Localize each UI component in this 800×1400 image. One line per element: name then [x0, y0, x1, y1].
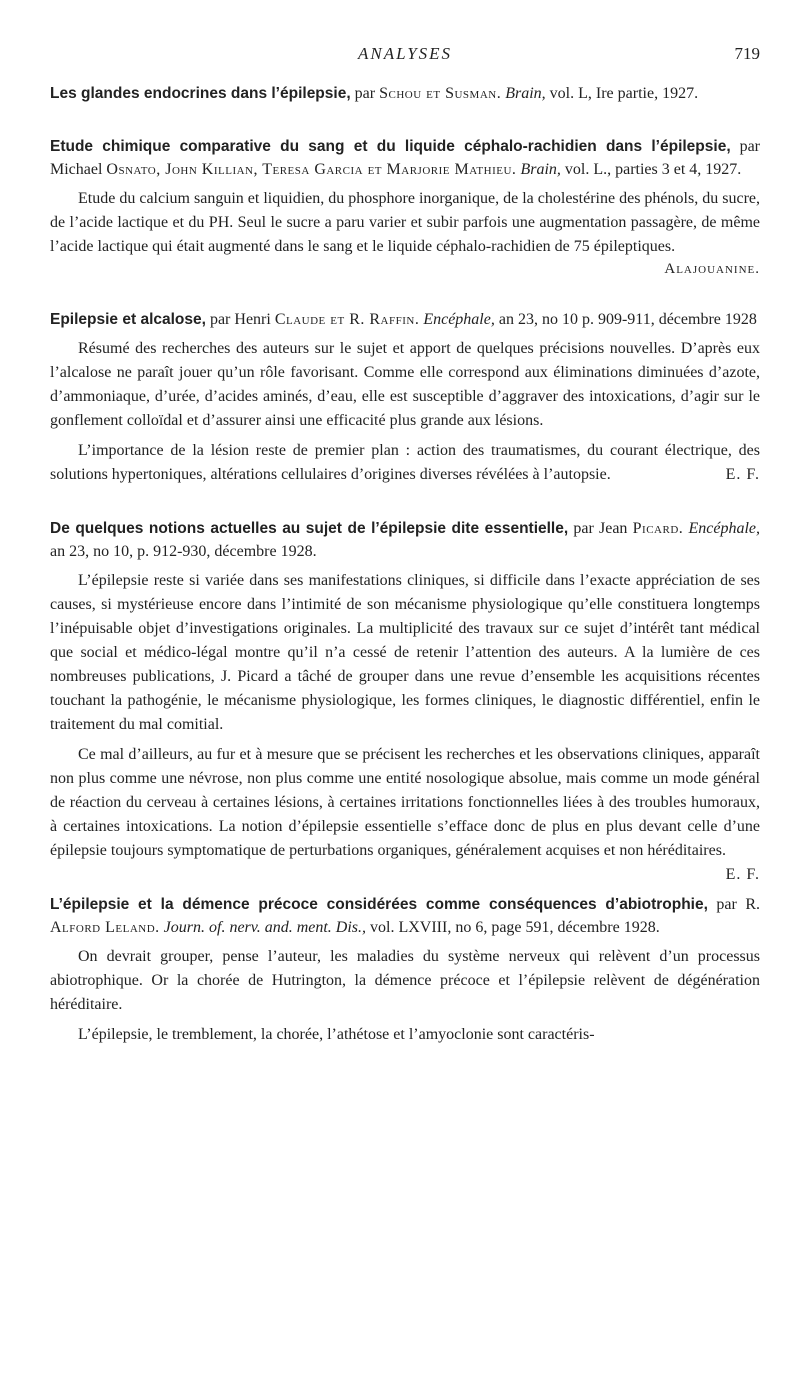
entry-journal: Brain,	[520, 161, 561, 178]
entry-authors: Claude et R. Raffin.	[274, 311, 420, 328]
review-entry	[50, 517, 760, 883]
entry-paragraph	[50, 743, 760, 883]
entry-title: L’épilepsie et la démence précoce considérées comme conséquences d’abiotrophie,	[50, 896, 708, 913]
entry-journal: Journ. of. nerv. and. ment. Dis.,	[163, 919, 367, 936]
entry-title: Les glandes endocrines dans l’épilepsie,	[50, 85, 351, 102]
entry-journal: Encéphale,	[423, 311, 495, 328]
entry-signature: Alajouanine.	[664, 261, 760, 277]
entry-signature: E. F.	[725, 466, 760, 483]
entry-paragraph-text: L’importance de la lésion reste de premier plan : action des traumatismes, du courant électrique, des solutions hypertoniques, altérations cellulaires d’origines diverses révélées à l’autopsie.	[50, 442, 760, 483]
entry-paragraph: L’épilepsie, le tremblement, la chorée, l’athétose et l’amyoclonie sont caractéris-	[78, 1026, 595, 1043]
entry-authors: Alford Leland.	[50, 919, 160, 936]
entry-paragraph: Etude du calcium sanguin et liquidien, du phosphore inorganique, de la cholestérine des phénols, du sucre, de l’acide lactique et du PH. Seul le sucre a paru varier et subir parfois une augmentation passagère, de même l’acide lactique qui était augmenté dans le sang et le liquide céphalo-rachidien de 75 épileptiques.	[50, 190, 760, 255]
review-entry	[50, 82, 760, 105]
entry-reference: an 23, no 10, p. 912-930, décembre 1928.	[50, 543, 317, 560]
entry-heading	[50, 82, 760, 105]
review-entry	[50, 893, 760, 1047]
entry-paragraph: On devrait grouper, pense l’auteur, les maladies du système nerveux qui relèvent d’un processus abiotrophique. Or la chorée de Hutrington, la démence précoce et l’épilepsie relèvent de dégénération héréditaire.	[50, 948, 760, 1013]
entry-authors: Osnato, John Killian, Teresa Garcia et Marjorie Mathieu.	[106, 161, 517, 178]
entry-cite-prefix: par	[354, 85, 376, 102]
review-entry	[50, 135, 760, 278]
entry-heading	[50, 517, 760, 563]
entry-title: De quelques notions actuelles au sujet de l’épilepsie dite essentielle,	[50, 520, 569, 537]
entry-cite-prefix: par Michael	[50, 138, 760, 178]
entry-paragraph-text: Ce mal d’ailleurs, au fur et à mesure que se précisent les recherches et les observations cliniques, apparaît non plus comme une névrose, non plus comme une entité nosologique absolue, mais comme un mode général de réaction du cerveau à certaines lésions, à certaines irritations fonctionnelles liées à des troubles humoraux, à certaines intoxications. La notion d’épilepsie essentielle s’efface donc de plus en plus devant celle d’une épilepsie toujours symptomatique de perturbations organiques, généralement acquises et non héréditaires.	[50, 746, 760, 859]
entry-title: Etude chimique comparative du sang et du liquide céphalo-rachidien dans l’épilepsie,	[50, 138, 731, 155]
entry-title: Epilepsie et alcalose,	[50, 311, 206, 328]
entry-cite-prefix: par Jean	[573, 520, 628, 537]
entry-authors: Picard.	[632, 520, 684, 537]
entry-heading	[50, 308, 760, 331]
entry-heading	[50, 135, 760, 181]
entry-reference: an 23, no 10 p. 909-911, décembre 1928	[498, 311, 757, 328]
entry-paragraph: Résumé des recherches des auteurs sur le sujet et apport de quelques précisions nouvelles. D’après eux l’alcalose ne paraît jouer qu’un rôle favorisant. Comme elle correspond aux éliminations diminuées d’azote, d’ammoniaque, d’urée, d’acides aminés, d’eau, elle est susceptible d’aggraver des intoxications, d’agir sur le gonflement colloïdal et d’assurer ainsi une efficacité plus grande aux lésions.	[50, 340, 760, 429]
entry-authors: Schou et Susman.	[379, 85, 502, 102]
entry-journal: Brain,	[505, 85, 546, 102]
entry-cite-prefix: par Henri	[209, 311, 271, 328]
running-title: ANALYSES	[357, 44, 453, 63]
entry-signature: E. F.	[725, 866, 760, 883]
entry-heading	[50, 893, 760, 939]
entry-reference: vol. L., parties 3 et 4, 1927.	[564, 161, 742, 178]
entry-paragraph: L’épilepsie reste si variée dans ses manifestations cliniques, si difficile dans l’exacte appréciation de ses causes, si mystérieuse encore dans l’intimité de son mécanisme physiologique qu’elle constituera longtemps l’inépuisable objet d’investigations originales. La multiplicité des travaux sur ce sujet d’intérêt tant médical que social et médico-légal montre qu’il n’a cessé de retenir l’attention des auteurs. A la lumière de ces nombreuses publications, J. Picard a tâché de grouper dans une revue d’ensemble les acquisitions récentes touchant la pathogénie, le mécanisme physiologique, les formes cliniques, le diagnostic différentiel, enfin le traitement du mal comitial.	[50, 572, 760, 733]
review-entry	[50, 308, 760, 487]
entry-paragraph	[50, 439, 760, 487]
entry-reference: vol. LXVIII, no 6, page 591, décembre 1928.	[370, 919, 660, 936]
entry-cite-prefix: par R.	[716, 896, 761, 913]
entry-reference: vol. L, Ire partie, 1927.	[549, 85, 699, 102]
running-head	[50, 40, 760, 68]
page-number: 719	[734, 44, 760, 63]
entry-journal: Encéphale,	[688, 520, 760, 537]
